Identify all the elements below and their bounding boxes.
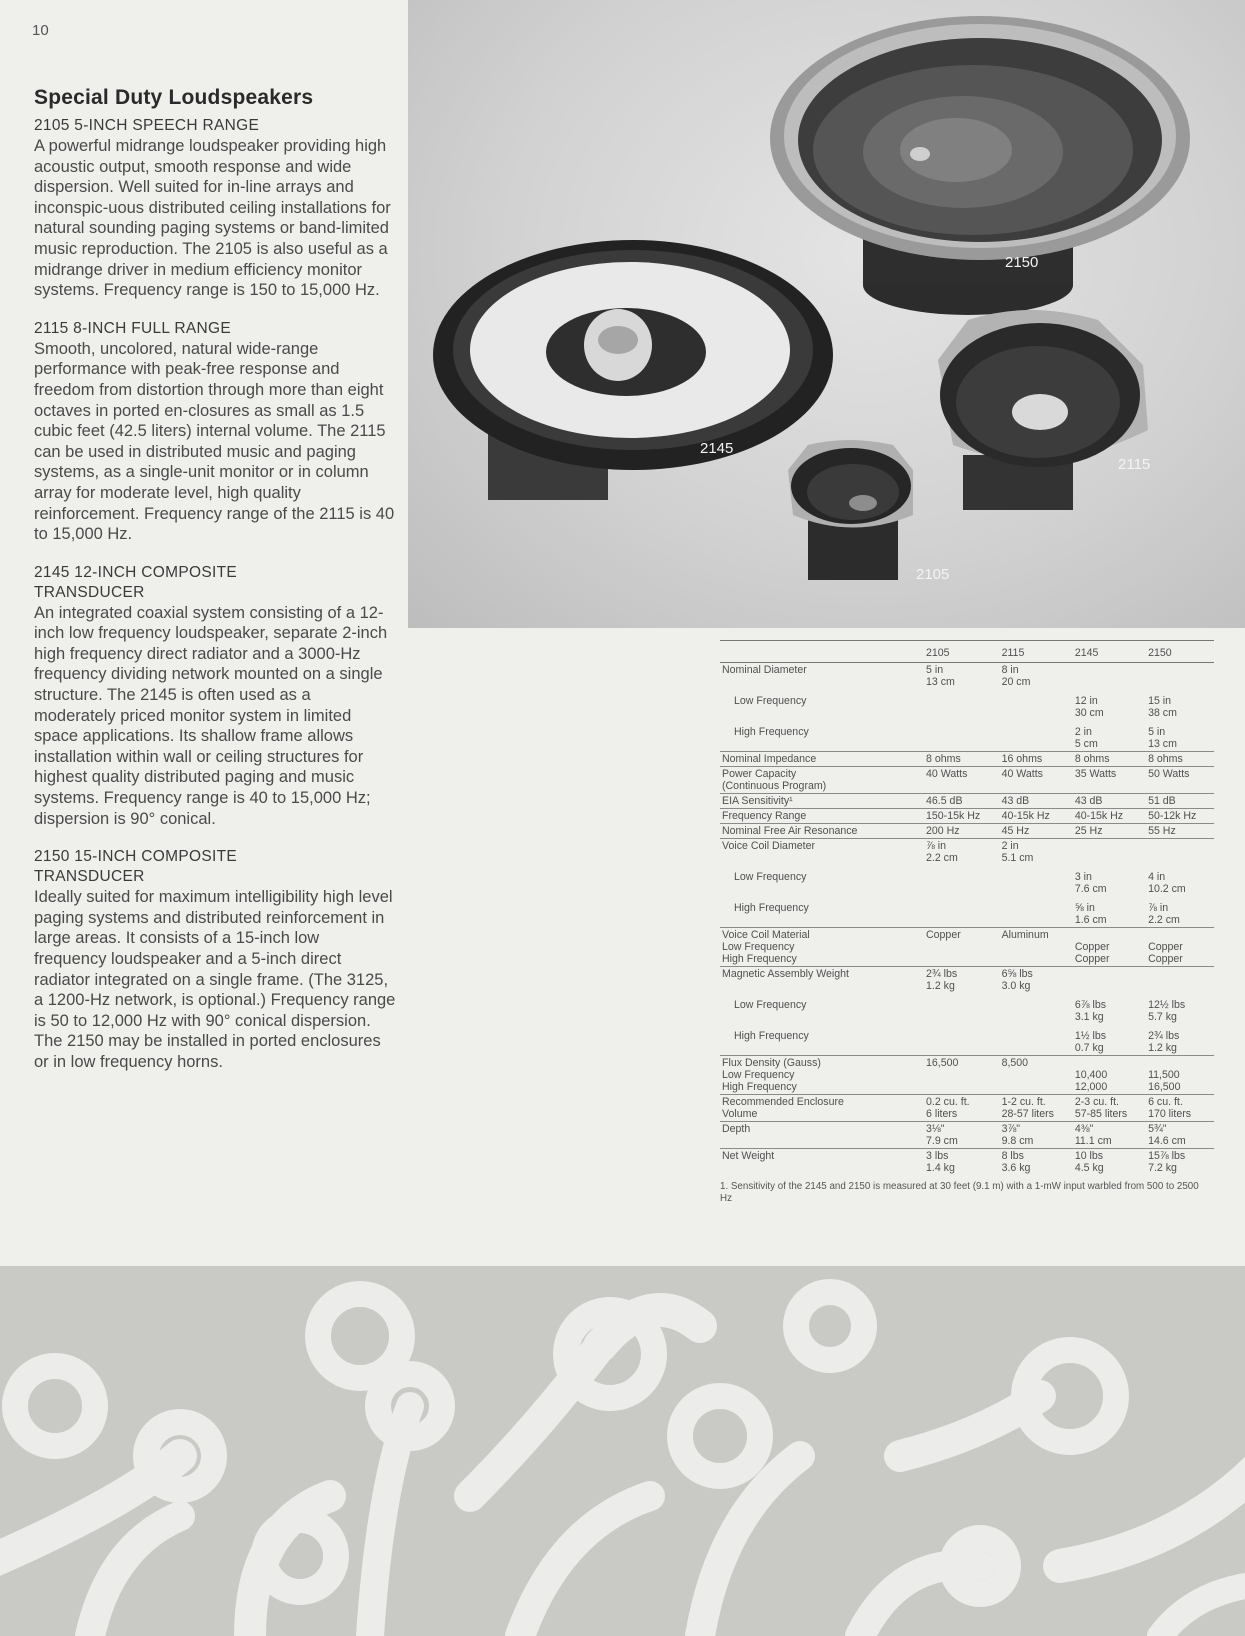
specifications-table — [720, 640, 1214, 1175]
table-row — [720, 839, 1214, 866]
table-cell: 5¾" 14.6 cm — [1146, 1122, 1214, 1149]
section-2145 — [34, 563, 396, 830]
table-row — [720, 689, 1214, 720]
section-body: Smooth, uncolored, natural wide-range performance with peak-free response and freedom from distortion through more than eight octaves in ported en-closures as small as 1.5 cubic feet (42.5 liters) internal volume. The 2115 can be used in distributed music and paging systems, as a single-unit monitor or in column array for moderate level, high quality reinforcement. Frequency range of the 2115 is 40 to 15,000 Hz. — [34, 339, 395, 544]
table-cell — [1000, 896, 1073, 928]
row-label: Flux Density (Gauss) Low Frequency High Frequency — [720, 1056, 924, 1095]
table-cell: 50-12k Hz — [1146, 809, 1214, 824]
table-cell: 8 lbs 3.6 kg — [1000, 1149, 1073, 1176]
row-label: Low Frequency — [734, 695, 807, 707]
table-row — [720, 824, 1214, 839]
circuit-pattern — [0, 1266, 1245, 1636]
row-label: High Frequency — [734, 902, 809, 914]
table-footnote: 1. Sensitivity of the 2145 and 2150 is measured at 30 feet (9.1 m) with a 1-mW input warbled from 500 to 2500 Hz — [720, 1181, 1199, 1204]
table-row — [720, 809, 1214, 824]
table-cell: Aluminum — [1000, 928, 1073, 967]
table-cell: 43 dB — [1000, 794, 1073, 809]
row-label: Voice Coil Material Low Frequency High Frequency — [720, 928, 924, 967]
table-row — [720, 1056, 1214, 1095]
table-cell: 2¾ lbs 1.2 kg — [924, 967, 1000, 994]
row-label: High Frequency — [734, 726, 809, 738]
table-cell — [1000, 720, 1073, 752]
label-2150: 2150 — [1005, 254, 1039, 271]
table-cell: 12 in 30 cm — [1074, 695, 1104, 719]
table-row — [720, 928, 1214, 967]
table-cell: 8 ohms — [1146, 752, 1214, 767]
table-cell: 5 in 13 cm — [924, 663, 1000, 690]
table-cell: 4⅜" 11.1 cm — [1073, 1122, 1146, 1149]
row-label: Low Frequency — [734, 871, 807, 883]
table-cell: 25 Hz — [1073, 824, 1146, 839]
table-cell: 8,500 — [1000, 1056, 1073, 1095]
table-cell — [1000, 689, 1073, 720]
row-label: Frequency Range — [720, 809, 924, 824]
table-cell — [924, 993, 1000, 1024]
table-cell: ⅝ in 1.6 cm — [1074, 902, 1107, 926]
row-label: Voice Coil Diameter — [720, 839, 924, 866]
table-cell: 40 Watts — [1000, 767, 1073, 794]
table-cell: 55 Hz — [1146, 824, 1214, 839]
table-row — [720, 1095, 1214, 1122]
row-label: Nominal Diameter — [720, 663, 924, 690]
label-2145: 2145 — [700, 440, 734, 457]
table-cell: 200 Hz — [924, 824, 1000, 839]
label-2115: 2115 — [1118, 456, 1151, 473]
table-cell: Copper Copper — [1073, 928, 1146, 967]
table-cell: 11,500 16,500 — [1146, 1056, 1214, 1095]
loudspeakers-illustration — [408, 0, 1245, 628]
table-cell: 8 in 20 cm — [1000, 663, 1073, 690]
table-row — [720, 720, 1214, 752]
section-body: Ideally suited for maximum intelligibility high level paging systems and distributed reinforcement in large areas. It consists of a 15-inch low frequency loudspeaker and a 5-inch direct radiator integrated on a single frame. (The 3125, a 1200-Hz network, is optional.) Frequency range is 50 to 12,000 Hz with 90° conical dispersion. The 2150 may be installed in ported enclosures or in low frequency horns. — [34, 888, 396, 1071]
speaker-2115-shape — [938, 310, 1151, 510]
section-heading: 2145 12-INCH COMPOSITE TRANSDUCER — [34, 563, 237, 601]
table-row — [720, 1149, 1214, 1176]
decorative-band — [0, 1266, 1245, 1636]
table-cell — [1146, 839, 1214, 866]
table-cell: 16,500 — [924, 1056, 1000, 1095]
table-cell: 6⅝ lbs 3.0 kg — [1000, 967, 1073, 994]
page-number: 10 — [32, 22, 49, 39]
table-cell: ⅞ in 2.2 cm — [1148, 902, 1180, 926]
section-heading: 2115 8-INCH FULL RANGE — [34, 319, 231, 337]
table-row — [720, 896, 1214, 928]
page-title: Special Duty Loudspeakers — [34, 86, 314, 109]
table-row — [720, 1024, 1214, 1056]
table-cell: 40 Watts — [924, 767, 1000, 794]
table-cell: 3⅞" 9.8 cm — [1000, 1122, 1073, 1149]
table-cell — [1000, 865, 1073, 896]
product-photo — [408, 0, 1245, 628]
row-label: Nominal Impedance — [720, 752, 924, 767]
table-row — [720, 993, 1214, 1024]
column-header: 2145 — [1073, 641, 1146, 663]
table-cell: 51 dB — [1146, 794, 1214, 809]
table-cell — [1000, 1024, 1073, 1056]
table-cell: 2 in 5.1 cm — [1000, 839, 1073, 866]
section-body: A powerful midrange loudspeaker providing high acoustic output, smooth response and wide dispersion. Well suited for in-line arrays and inconspic-uous distributed ceiling installations for natural sounding paging systems or band-limited music reproduction. The 2105 is also useful as a midrange driver in medium efficiency monitor systems. Frequency range is 150 to 15,000 Hz. — [34, 137, 391, 300]
table-cell: 5 in 13 cm — [1148, 726, 1177, 750]
speaker-2145-shape — [433, 240, 833, 500]
section-2115 — [34, 319, 396, 545]
section-heading: 2150 15-INCH COMPOSITE TRANSDUCER — [34, 848, 237, 886]
row-label: Depth — [720, 1122, 924, 1149]
table-cell — [924, 896, 1000, 928]
table-cell — [1000, 993, 1073, 1024]
header-blank — [720, 641, 924, 663]
table-cell — [1073, 967, 1146, 994]
specifications-table-wrap — [720, 640, 1214, 1205]
row-label: Nominal Free Air Resonance — [720, 824, 924, 839]
table-header-row — [720, 641, 1214, 663]
table-cell: 6 cu. ft. 170 liters — [1146, 1095, 1214, 1122]
table-cell: 15⅞ lbs 7.2 kg — [1146, 1149, 1214, 1176]
section-heading: 2105 5-INCH SPEECH RANGE — [34, 117, 260, 134]
table-cell: 2 in 5 cm — [1074, 726, 1098, 750]
table-cell — [924, 720, 1000, 752]
column-header: 2150 — [1146, 641, 1214, 663]
table-cell: 1½ lbs 0.7 kg — [1074, 1030, 1107, 1054]
table-cell: 4 in 10.2 cm — [1148, 871, 1186, 895]
table-row — [720, 967, 1214, 994]
section-2105 — [34, 116, 396, 301]
speaker-2150-shape — [770, 16, 1190, 315]
table-cell: 10 lbs 4.5 kg — [1073, 1149, 1146, 1176]
table-cell — [924, 1024, 1000, 1056]
table-cell — [1073, 663, 1146, 690]
table-cell: 43 dB — [1073, 794, 1146, 809]
table-cell: 15 in 38 cm — [1148, 695, 1177, 719]
table-cell: 40-15k Hz — [1000, 809, 1073, 824]
table-row — [720, 663, 1214, 690]
table-row — [720, 794, 1214, 809]
table-cell: 40-15k Hz — [1073, 809, 1146, 824]
table-cell: 1-2 cu. ft. 28-57 liters — [1000, 1095, 1073, 1122]
row-label: Net Weight — [720, 1149, 924, 1176]
row-label: High Frequency — [734, 1030, 809, 1042]
table-row — [720, 767, 1214, 794]
table-cell: 3⅛" 7.9 cm — [924, 1122, 1000, 1149]
table-cell — [924, 865, 1000, 896]
table-row — [720, 1122, 1214, 1149]
section-body: An integrated coaxial system consisting of a 12-inch low frequency loudspeaker, separate 2-inch high frequency direct radiator and a 3000-Hz frequency dividing network mounted on a single structure. The 2145 is often used as a moderately priced monitor system in limited space applications. Its shallow frame allows installation within wall or ceiling structures for highest quality distributed paging and music systems. Frequency range is 40 to 15,000 Hz; dispersion is 90° conical. — [34, 603, 388, 828]
table-row — [720, 865, 1214, 896]
section-2150 — [34, 847, 396, 1072]
table-cell — [1146, 663, 1214, 690]
table-cell: 12½ lbs 5.7 kg — [1148, 999, 1186, 1023]
table-cell: 6⅞ lbs 3.1 kg — [1074, 999, 1107, 1023]
table-cell: 2-3 cu. ft. 57-85 liters — [1073, 1095, 1146, 1122]
table-cell: Copper — [924, 928, 1000, 967]
row-label: Low Frequency — [734, 999, 807, 1011]
table-cell: 45 Hz — [1000, 824, 1073, 839]
table-cell — [1073, 839, 1146, 866]
row-label: Power Capacity (Continuous Program) — [720, 767, 924, 794]
row-label: Magnetic Assembly Weight — [720, 967, 924, 994]
table-cell: 3 in 7.6 cm — [1074, 871, 1107, 895]
speaker-2105-shape — [788, 440, 913, 580]
table-cell: Copper Copper — [1146, 928, 1214, 967]
label-2105: 2105 — [916, 566, 950, 583]
table-row — [720, 752, 1214, 767]
column-header: 2105 — [924, 641, 1000, 663]
table-cell: 50 Watts — [1146, 767, 1214, 794]
row-label: Recommended Enclosure Volume — [720, 1095, 924, 1122]
table-cell: 16 ohms — [1000, 752, 1073, 767]
table-cell: 46.5 dB — [924, 794, 1000, 809]
column-header: 2115 — [1000, 641, 1073, 663]
table-cell: ⅞ in 2.2 cm — [924, 839, 1000, 866]
table-cell: 150-15k Hz — [924, 809, 1000, 824]
description-column — [34, 86, 396, 1091]
table-cell: 8 ohms — [924, 752, 1000, 767]
table-cell: 3 lbs 1.4 kg — [924, 1149, 1000, 1176]
table-cell — [1146, 967, 1214, 994]
table-cell — [924, 689, 1000, 720]
row-label: EIA Sensitivity¹ — [720, 794, 924, 809]
table-cell: 8 ohms — [1073, 752, 1146, 767]
table-cell: 35 Watts — [1073, 767, 1146, 794]
table-cell: 2¾ lbs 1.2 kg — [1148, 1030, 1180, 1054]
table-cell: 10,400 12,000 — [1073, 1056, 1146, 1095]
table-cell: 0.2 cu. ft. 6 liters — [924, 1095, 1000, 1122]
